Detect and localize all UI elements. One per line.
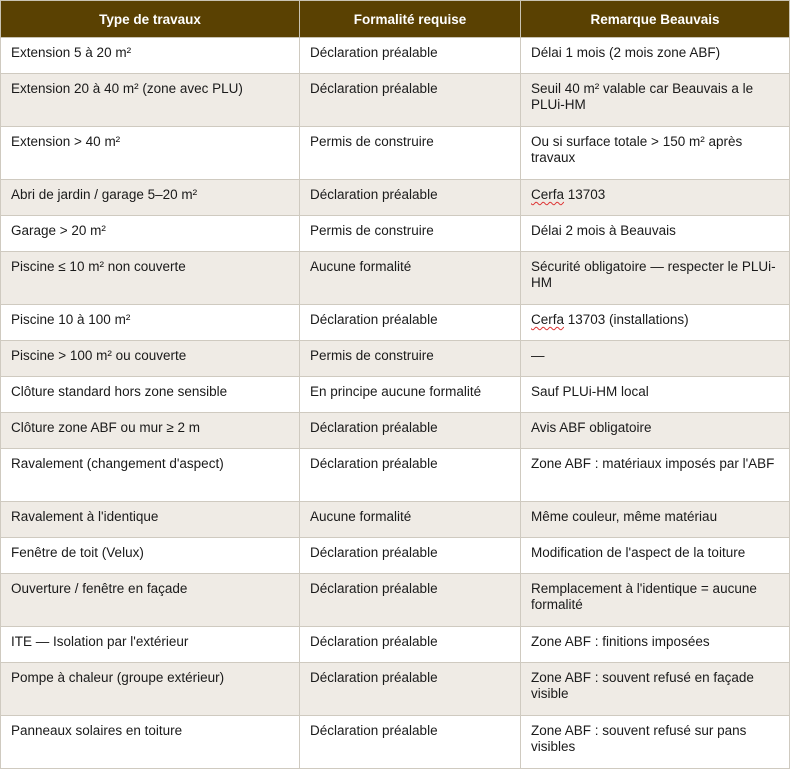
cell-remarque: Délai 2 mois à Beauvais	[521, 216, 790, 252]
cell-type: Fenêtre de toit (Velux)	[1, 538, 300, 574]
table-row	[1, 180, 790, 216]
header-type-travaux: Type de travaux	[1, 1, 300, 38]
cell-formalite: Déclaration préalable	[300, 449, 521, 502]
cell-remarque: Sécurité obligatoire — respecter le PLUi-HM	[521, 252, 790, 305]
cell-type: Clôture zone ABF ou mur ≥ 2 m	[1, 413, 300, 449]
table-row	[1, 38, 790, 74]
cell-remarque: Seuil 40 m² valable car Beauvais a le PLUi-HM	[521, 74, 790, 127]
cell-remarque	[521, 305, 790, 341]
cell-remarque: Zone ABF : souvent refusé en façade visible	[521, 663, 790, 716]
cell-formalite: Permis de construire	[300, 341, 521, 377]
table-row	[1, 538, 790, 574]
cell-type: Clôture standard hors zone sensible	[1, 377, 300, 413]
cell-formalite: Déclaration préalable	[300, 716, 521, 769]
cell-remarque: Avis ABF obligatoire	[521, 413, 790, 449]
cell-remarque-rest: 13703 (installations)	[564, 312, 689, 327]
cell-type: Garage > 20 m²	[1, 216, 300, 252]
cell-type: Ravalement à l'identique	[1, 502, 300, 538]
cell-formalite: Déclaration préalable	[300, 574, 521, 627]
cell-formalite: Déclaration préalable	[300, 305, 521, 341]
cell-formalite: Déclaration préalable	[300, 538, 521, 574]
cell-formalite: En principe aucune formalité	[300, 377, 521, 413]
cell-type: Piscine > 100 m² ou couverte	[1, 341, 300, 377]
cell-remarque-rest: 13703	[564, 187, 606, 202]
table-row	[1, 341, 790, 377]
table-header-row	[1, 1, 790, 38]
cell-remarque: Remplacement à l'identique = aucune formalité	[521, 574, 790, 627]
cell-type: Piscine ≤ 10 m² non couverte	[1, 252, 300, 305]
cell-formalite: Aucune formalité	[300, 252, 521, 305]
cell-formalite: Déclaration préalable	[300, 180, 521, 216]
spellcheck-flagged-word: Cerfa	[531, 312, 565, 327]
cell-remarque: Délai 1 mois (2 mois zone ABF)	[521, 38, 790, 74]
table-row	[1, 305, 790, 341]
cell-remarque: Sauf PLUi-HM local	[521, 377, 790, 413]
table-row	[1, 574, 790, 627]
cell-type: Extension 20 à 40 m² (zone avec PLU)	[1, 74, 300, 127]
cell-formalite: Permis de construire	[300, 216, 521, 252]
table-row	[1, 377, 790, 413]
cell-type: Piscine 10 à 100 m²	[1, 305, 300, 341]
cell-remarque: Même couleur, même matériau	[521, 502, 790, 538]
cell-remarque: Zone ABF : souvent refusé sur pans visibles	[521, 716, 790, 769]
cell-remarque	[521, 180, 790, 216]
cell-remarque: Modification de l'aspect de la toiture	[521, 538, 790, 574]
cell-formalite: Déclaration préalable	[300, 74, 521, 127]
table-row	[1, 74, 790, 127]
table-row	[1, 502, 790, 538]
table-row	[1, 413, 790, 449]
cell-remarque: Ou si surface totale > 150 m² après travaux	[521, 127, 790, 180]
header-remarque: Remarque Beauvais	[521, 1, 790, 38]
cell-formalite: Déclaration préalable	[300, 627, 521, 663]
cell-remarque: Zone ABF : matériaux imposés par l'ABF	[521, 449, 790, 502]
cell-type: Extension > 40 m²	[1, 127, 300, 180]
cell-formalite: Aucune formalité	[300, 502, 521, 538]
cell-type: Abri de jardin / garage 5–20 m²	[1, 180, 300, 216]
table-row	[1, 216, 790, 252]
cell-formalite: Déclaration préalable	[300, 413, 521, 449]
table-row	[1, 627, 790, 663]
cell-type: Ouverture / fenêtre en façade	[1, 574, 300, 627]
table-row	[1, 252, 790, 305]
cell-formalite: Déclaration préalable	[300, 38, 521, 74]
table-row	[1, 127, 790, 180]
cell-type: Extension 5 à 20 m²	[1, 38, 300, 74]
cell-type: Ravalement (changement d'aspect)	[1, 449, 300, 502]
header-formalite: Formalité requise	[300, 1, 521, 38]
cell-type: Panneaux solaires en toiture	[1, 716, 300, 769]
cell-remarque: Zone ABF : finitions imposées	[521, 627, 790, 663]
cell-formalite: Permis de construire	[300, 127, 521, 180]
cell-formalite: Déclaration préalable	[300, 663, 521, 716]
table-row	[1, 716, 790, 769]
cell-type: Pompe à chaleur (groupe extérieur)	[1, 663, 300, 716]
table-row	[1, 449, 790, 502]
table-row	[1, 663, 790, 716]
spellcheck-flagged-word: Cerfa	[531, 187, 565, 202]
cell-type: ITE — Isolation par l'extérieur	[1, 627, 300, 663]
cell-remarque: —	[521, 341, 790, 377]
